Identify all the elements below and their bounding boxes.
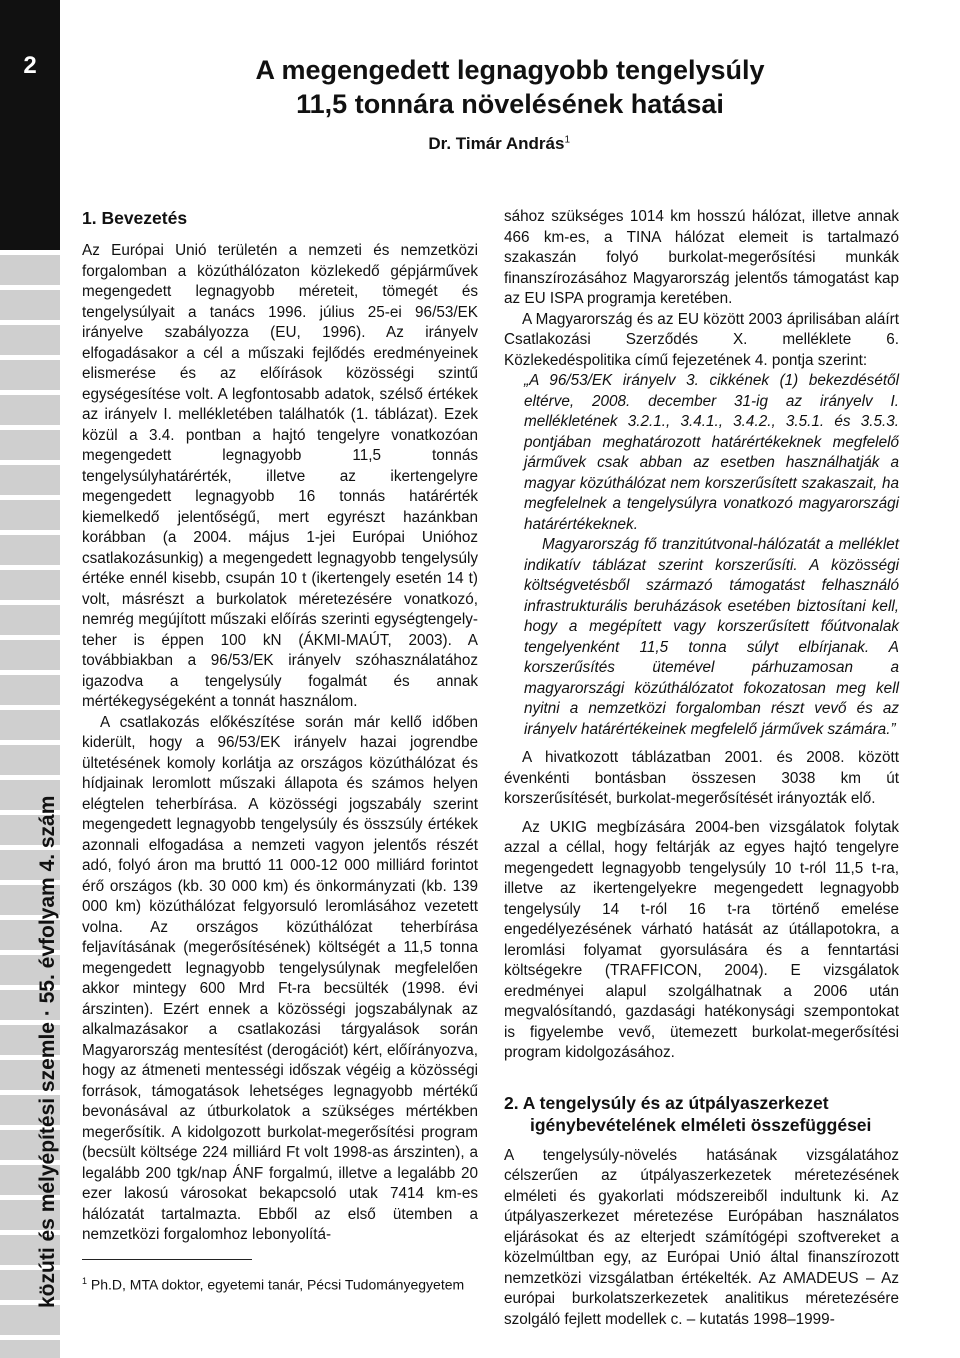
page-number: 2	[23, 52, 37, 79]
paragraph: sához szükséges 1014 km hosszú hálózat, illetve annak 466 km-es, a TINA hálózat elemeit is tartalmazó szakaszán folyó burkolat-megerősítési munkák finanszírozásához Magyarország jelentős támogatást kap az EU ISPA programja keretében.	[504, 208, 899, 307]
quote-paragraph: Magyarország fő tranzitútvonal-hálózatát a melléklet indikatív táblázat szerint korszerűsíti. A közösségi költségvetésből származó támogatást felhasználó infrastrukturális beruházások esetében biztosítani kell, hogy a megépített vagy korszerűsített főútvonalak tengelyenként 11,5 tonna súlyt elbírjanak. A korszerűsítés ütemével párhuzamosan a magyarországi közúthálózatot fokozatosan meg kell nyitni a nemzetközi forgalomban részt vevő és az irányelv határértékeinek megfelelő járművek számára.”	[524, 536, 899, 738]
right-column	[504, 207, 899, 1330]
paragraph: A csatlakozás előkészítése során már kellő időben kiderült, hogy a 96/53/EK irányelv hazai jogrendbe ültetésének komoly korlátja az országos közúthálózat és hídjainak leromlott műszaki állapota és számos helyen elégtelen teherbírása. A közösségi jogszabály szerint megengedett legnagyobb tengelysúly és összsúly értékek azonnali elfogadása a nemzeti vagyon jelentős részét adó, folyó áron ma bruttó 11 000-12 000 milliárd forintot érő országos (kb. 30 000 km) és önkormányzati (kb. 139 000 km) közúthálózat felgyorsuló leromlásához vezetett volna. Az országos közúthálózat teherbírása feljavításának (megerősítésének) költségét a 11,5 tonna megengedett legnagyobb tengelysúlynak megfelelően akkor mintegy 600 Mrd Ft-ra becsülték (1998. évi árszinten). Ezért ennek a közösségi jogszabálynak az alkalmazásakor a csatlakozási tárgyalások során Magyarország mentesítést (derogációt) kért, előírányozva, hogy az átmeneti mentességi időszak végéig a közösségi források, támogatások lehetséges legnagyobb mértékű bevonásával az útburkolatok a szükséges mértékben megerősítik. A kidolgozott burkolat-megerősítési program (becsült költsége 224 milliárd Ft volt 1998-as árszinten), a legalább 200 tgk/nap ÁNF forgalmú, illetve a legalább 20 ezer lakosú városokat bekapcsoló utak 7414 km-es hálózatát tartalmazta. Ebből az első ütemben a nemzetközi forgalomhoz lebonyolítá-	[82, 713, 478, 1243]
section-heading-2	[504, 1092, 899, 1136]
author-footnote-mark: 1	[564, 134, 570, 146]
paragraph: Az Európai Unió területén a nemzeti és nemzetközi forgalomban a közúthálózaton közlekedő gépjárművek megengedett legnagyobb méreteit, tömegét és tengelysúlyait a tanács 1996. július 25-ei 96/53/EK irányelve szabályozza (EU, 1996). Az irányelv elfogadásakor a cél a műszaki fejlődés eredményeinek elismerése és az előírások közösségi szintű egységesítése volt. A legfontosabb adatok, szélső értékek az irányelv I. mellékletében találhatók (1. táblázat). Ezek közül a 3.4. pontban a hajtó tengelyre vonatkozóan megengedett legnagyobb 11,5 tonnás tengelysúlyhatárérték, illetve az ikertengelyre megengedett legnagyobb 16 tonnás határérték kiemelkedő jelentőségű, mert egyrészt hazánkban korábban (a 2004. május 1-jei Európai Unióhoz csatlakozásunkig) a megengedett legnagyobb tengelysúly értéke ennél kisebb, csupán 10 t (ikertengely esetén 14 t) volt, másrészt a burkolatok méretezésére vonatkozó, nemrég megújított műszaki előírás szerinti egységtengely-teher is éppen 100 kN (ÁKMI-MAÚT, 2003). A továbbiakban a 96/53/EK irányelv szóhasználatához igazodva a tengelysúly fogalmát és annak mértékegységeként a tonnát használom.	[82, 242, 478, 710]
page-sidebar	[0, 0, 60, 1358]
footnote	[82, 1272, 464, 1294]
page-number-box	[0, 0, 60, 250]
author	[428, 134, 570, 154]
title-line-1: A megengedett legnagyobb tengelysúly	[255, 55, 765, 85]
paragraph: A hivatkozott táblázatban 2001. és 2008. között évenkénti bontásban összesen 3038 km út korszerűsítését, burkolat-megerősítését irányozták elő.	[504, 749, 899, 807]
quote-paragraph: „A 96/53/EK irányelv 3. cikkének (1) bekezdésétől eltérve, 2008. december 31-ig az irányelv I. mellékletének 3.2.1., 3.4.1., 3.4.2., 3.5.1. és 3.5.3. pontjában meghatározott határértékeknek megfelelő járművek csak abban az esetben használhatják a magyar közúthálózat nem korszerűsített szakaszait, ha megfelelnek a tengelysúlyra vonatkozó magyarországi határértékeknek.	[524, 372, 899, 533]
heading-2-line-1: 2. A tengelysúly és az útpályaszerkezet	[504, 1092, 829, 1113]
article-title	[150, 53, 870, 121]
section-heading-1: 1. Bevezetés	[82, 208, 188, 228]
author-name: Dr. Timár András	[428, 134, 565, 153]
title-line-2: 11,5 tonnára növelésének hatásai	[296, 89, 724, 119]
footnote-divider	[82, 1259, 252, 1260]
paragraph: A tengelysúly-növelés hatásának vizsgálatához célszerűen az útpályaszerkezetek méretezésének elméleti és gyakorlati módszereiből indultunk ki. Az útpályaszerkezet méretezése Európában használatos eljárásokat és az elterjedt számítógépi szoftvereket a közelmúltban egy, az Európai Unió által finanszírozott nemzetközi vizsgálatban értékelték. Az AMADEUS – Az európai burkolatszerkezetek analitikus méretezésére szolgáló fejlett modellek c. – kutatás 1998–1999-	[504, 1146, 899, 1328]
paragraph: Az UKIG megbízására 2004-ben vizsgálatok folytak azzal a céllal, hogy feltárják az egyes hajtó tengelyre megengedett legnagyobb tengelysúly 10 t-ról 11,5 t-ra, illetve az ikertengelyekre megengedett legnagyobb tengelysúly 14 t-ról 16 t-ra történő emelése engedélyezésének várható hatását az útállapotokra, a leromlási folyamat gyorsulására és a fenntartási költségekre (TRAFFICON, 2004). E vizsgálatok eredményei alapul szolgálhatnak a 2006 után megvalósítandó, gazdasági hatékonysági szempontokat is figyelembe vevő, ütemezett burkolat-megerősítési program kidolgozásához.	[504, 818, 899, 1061]
footnote-mark: 1	[82, 1276, 88, 1286]
left-column	[82, 207, 478, 1246]
heading-2-line-2: igénybevételének elméleti összefüggései	[530, 1114, 872, 1135]
footnote-text: Ph.D, MTA doktor, egyetemi tanár, Pécsi Tudományegyetem	[90, 1276, 465, 1293]
paragraph: A Magyarország és az EU között 2003 áprilisában aláírt Csatlakozási Szerződés X. melléklete 6. Közlekedéspolitika című fejezetének 4. pontja szerint:	[504, 310, 899, 369]
journal-name: közúti és mélyépítési szemle · 55. évfolyam 4. szám	[36, 795, 59, 1308]
